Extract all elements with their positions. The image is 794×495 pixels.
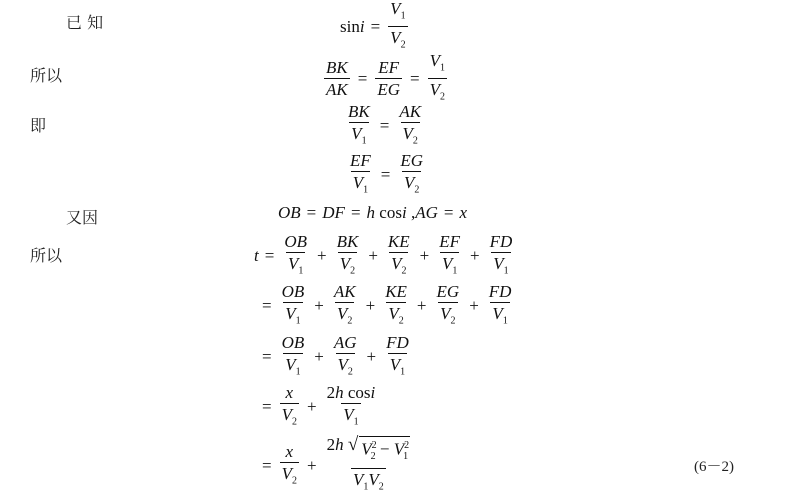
equation-bk-ak: $\frac{BK}{V_1}$ = $\frac{AK}{V_2}$ — [344, 103, 425, 149]
label-therefore-2: 所以 — [30, 246, 63, 265]
label-namely: 即 — [30, 116, 47, 135]
equation-t-line-1: t = $\frac{OB}{V_1}$ + $\frac{BK}{V_2}$ + $\frac{KE}{V_2}$ + $\frac{EF}{V_1}$ + $\frac{FD}{V_1}$ — [254, 233, 516, 279]
equation-t-line-3: = $\frac{OB}{V_1}$ + $\frac{AG}{V_2}$ + $\frac{FD}{V_1}$ — [262, 334, 413, 380]
label-therefore-1: 所以 — [30, 66, 63, 85]
equation-ratios: $\frac{BK}{AK}$ = $\frac{EF}{EG}$ = $\frac{V_1}{V_2}$ — [322, 52, 449, 106]
label-given: 已 知 — [66, 13, 104, 32]
equation-number: (6－2) — [694, 459, 734, 475]
equation-t-line-5: = $\frac{x}{V_2}$ + 2h √ $V^2_2 - V^2_1$ $V_1V_2$ — [262, 436, 414, 495]
equation-ef-eg: $\frac{EF}{V_1}$ = $\frac{EG}{V_2}$ — [346, 152, 427, 198]
equation-t-line-4: = $\frac{x}{V_2}$ + $\frac{\text{2h cosi}}{V_1}$ — [262, 384, 379, 430]
equation-ob-df: OB = DF = h cosi , AG = x — [278, 203, 467, 222]
label-also: 又因 — [66, 208, 99, 227]
equation-t-line-2: = $\frac{OB}{V_1}$ + $\frac{AK}{V_2}$ + $\frac{KE}{V_2}$ + $\frac{EG}{V_2}$ + $\frac{FD}{V_1}$ — [262, 283, 515, 329]
equation-sin-i: sini = $\frac{V_1}{V_2}$ — [340, 0, 410, 54]
